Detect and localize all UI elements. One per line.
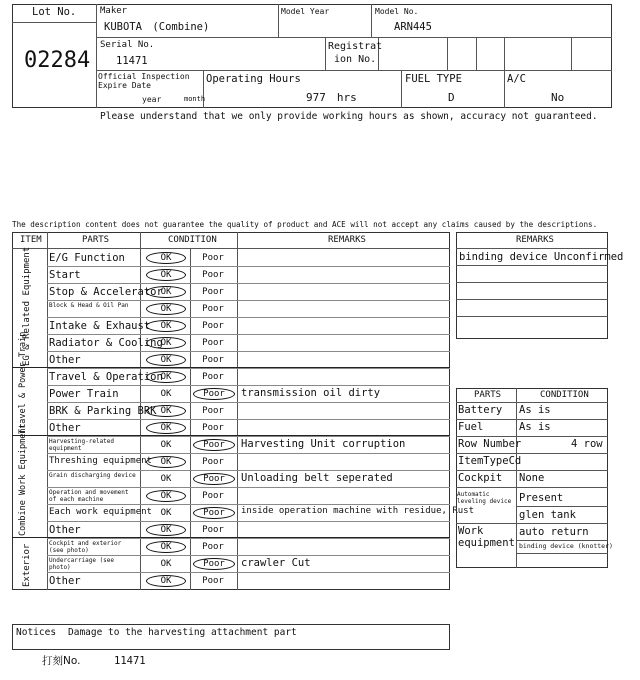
right-remarks-first: binding device Unconfirmed xyxy=(459,251,624,263)
ok-mark: OK xyxy=(146,456,186,468)
ok-mark: OK xyxy=(160,559,172,569)
cockpit-value: None xyxy=(519,472,545,484)
row-part: Travel & Operation xyxy=(49,371,163,383)
poor-mark: Poor xyxy=(193,473,235,485)
row-part: Other xyxy=(49,422,81,434)
poor-mark: Poor xyxy=(202,270,224,280)
ok-mark: OK xyxy=(160,440,172,450)
right-remarks-header: REMARKS xyxy=(516,235,554,245)
row-part: Power Train xyxy=(49,388,119,400)
poor-mark: Poor xyxy=(193,507,235,519)
battery-label: Battery xyxy=(458,404,503,416)
fuel-type-value: D xyxy=(448,91,455,104)
poor-mark: Poor xyxy=(202,338,224,348)
row-part: Threshing equipment xyxy=(49,456,152,466)
month-label: month xyxy=(184,95,206,103)
right-condition-header: CONDITION xyxy=(540,390,589,400)
lot-number: 02284 xyxy=(24,48,91,73)
row-remark: transmission oil dirty xyxy=(241,387,381,399)
disclaimer: The description content does not guarantee the quality of product and ACE will not accept any claims caused by the descriptions. xyxy=(12,220,598,229)
hours-notice: Please understand that we only provide working hours as shown, accuracy not guaranteed. xyxy=(100,111,598,122)
poor-mark: Poor xyxy=(202,457,224,467)
row-part: BRK & Parking BRK xyxy=(49,405,157,417)
registration-label-2: ion No. xyxy=(334,54,377,65)
work-equipment-label-2: equipment xyxy=(458,537,515,549)
col-item-header: ITEM xyxy=(20,235,42,245)
poor-mark: Poor xyxy=(202,372,224,382)
col-remarks-header: REMARKS xyxy=(328,235,366,245)
row-part: Intake & Exhaust xyxy=(49,320,151,332)
row-part: Grain discharging device xyxy=(49,472,136,479)
row-remark: Unloading belt seperated xyxy=(241,472,393,484)
stamp-label: 打刻No. xyxy=(42,655,81,667)
ok-mark: OK xyxy=(146,303,186,315)
battery-value: As is xyxy=(519,404,551,416)
row-remark: crawler Cut xyxy=(241,557,311,569)
fuel-type-label: FUEL TYPE xyxy=(405,73,462,85)
model-no-label: Model No. xyxy=(375,7,419,16)
ok-mark: OK xyxy=(160,474,172,484)
poor-mark: Poor xyxy=(202,542,224,552)
work-equipment-label-1: Work xyxy=(458,525,484,537)
row-number-label: Row Number xyxy=(458,438,522,450)
row-part: Each work equipment xyxy=(49,507,152,517)
ok-mark: OK xyxy=(146,286,186,298)
ok-mark: OK xyxy=(146,422,186,434)
ok-mark: OK xyxy=(146,269,186,281)
row-part: Operation and movement of each machine xyxy=(49,489,129,503)
auto-return-value: auto return xyxy=(519,526,589,538)
ok-mark: OK xyxy=(146,575,186,587)
group-label-eg: EG & Related Equipment xyxy=(22,246,32,366)
serial-value: 11471 xyxy=(116,55,148,67)
ok-mark: OK xyxy=(146,354,186,366)
ok-mark: OK xyxy=(146,524,186,536)
fuel-label: Fuel xyxy=(458,421,484,433)
row-remark: inside operation machine with residue, Rust xyxy=(241,506,474,516)
poor-mark: Poor xyxy=(202,576,224,586)
row-number-value: 4 row xyxy=(571,438,603,450)
maker-label: Maker xyxy=(100,6,128,16)
poor-mark: Poor xyxy=(202,525,224,535)
glen-tank-value: glen tank xyxy=(519,509,576,521)
group-label-exterior: Exterior xyxy=(22,543,32,587)
row-part: Other xyxy=(49,354,81,366)
ok-mark: OK xyxy=(160,389,172,399)
poor-mark: Poor xyxy=(202,287,224,297)
ok-mark: OK xyxy=(146,541,186,553)
poor-mark: Poor xyxy=(202,304,224,314)
ok-mark: OK xyxy=(146,371,186,383)
right-parts-header: PARTS xyxy=(474,390,502,400)
inspection-label-1: Official Inspection xyxy=(98,72,190,81)
col-condition-header: CONDITION xyxy=(168,235,217,245)
row-part: Other xyxy=(49,575,81,587)
row-part: Stop & Accelerator xyxy=(49,286,163,298)
lot-label: Lot No. xyxy=(32,6,77,18)
hours-value: 977 hrs xyxy=(306,91,357,104)
notices-value: Damage to the harvesting attachment part xyxy=(68,627,297,638)
poor-mark: Poor xyxy=(193,558,235,570)
row-part: Harvesting-related equipment xyxy=(49,438,115,452)
maker-value: KUBOTA (Combine) xyxy=(104,21,210,33)
binding-knotter-value: binding device (knotter) xyxy=(519,542,613,550)
row-part: Cockpit and exterior (see photo) xyxy=(49,540,122,554)
poor-mark: Poor xyxy=(202,321,224,331)
group-label-combine: Combine Work Equipment xyxy=(18,423,28,536)
row-part: Start xyxy=(49,269,81,281)
row-part: E/G Function xyxy=(49,252,125,264)
model-no-value: ARN445 xyxy=(394,21,432,33)
hours-label: Operating Hours xyxy=(206,73,301,85)
group-label-travel: Travel & Power Train xyxy=(18,331,28,434)
ok-mark: OK xyxy=(146,320,186,332)
row-remark: Harvesting Unit corruption xyxy=(241,438,406,450)
poor-mark: Poor xyxy=(193,388,235,400)
stamp-value: 11471 xyxy=(114,655,146,667)
row-part: Undercarriage (see photo) xyxy=(49,557,115,571)
poor-mark: Poor xyxy=(193,439,235,451)
registration-label-1: Registrat xyxy=(328,41,383,52)
auto-level-label: Automatic leveling device xyxy=(457,491,512,505)
fuel-value: As is xyxy=(519,421,551,433)
ac-value: No xyxy=(551,91,565,104)
poor-mark: Poor xyxy=(202,355,224,365)
col-parts-header: PARTS xyxy=(82,235,110,245)
auto-level-value: Present xyxy=(519,492,564,504)
item-type-label: ItemTypeCd xyxy=(458,455,522,467)
poor-mark: Poor xyxy=(202,253,224,263)
model-year-label: Model Year xyxy=(281,7,330,16)
ok-mark: OK xyxy=(146,337,186,349)
poor-mark: Poor xyxy=(202,491,224,501)
ok-mark: OK xyxy=(146,490,186,502)
year-label: year xyxy=(142,95,162,104)
row-part: Block & Head & Oil Pan xyxy=(49,302,129,309)
row-part: Other xyxy=(49,524,81,536)
ok-mark: OK xyxy=(146,405,186,417)
ok-mark: OK xyxy=(160,508,172,518)
cockpit-label: Cockpit xyxy=(458,472,503,484)
notices-label: Notices xyxy=(16,627,57,638)
ac-label: A/C xyxy=(507,73,526,85)
ok-mark: OK xyxy=(146,252,186,264)
row-part: Radiator & Cooling xyxy=(49,337,163,349)
poor-mark: Poor xyxy=(202,423,224,433)
inspection-label-2: Expire Date xyxy=(98,81,151,90)
poor-mark: Poor xyxy=(202,406,224,416)
serial-label: Serial No. xyxy=(100,40,155,50)
